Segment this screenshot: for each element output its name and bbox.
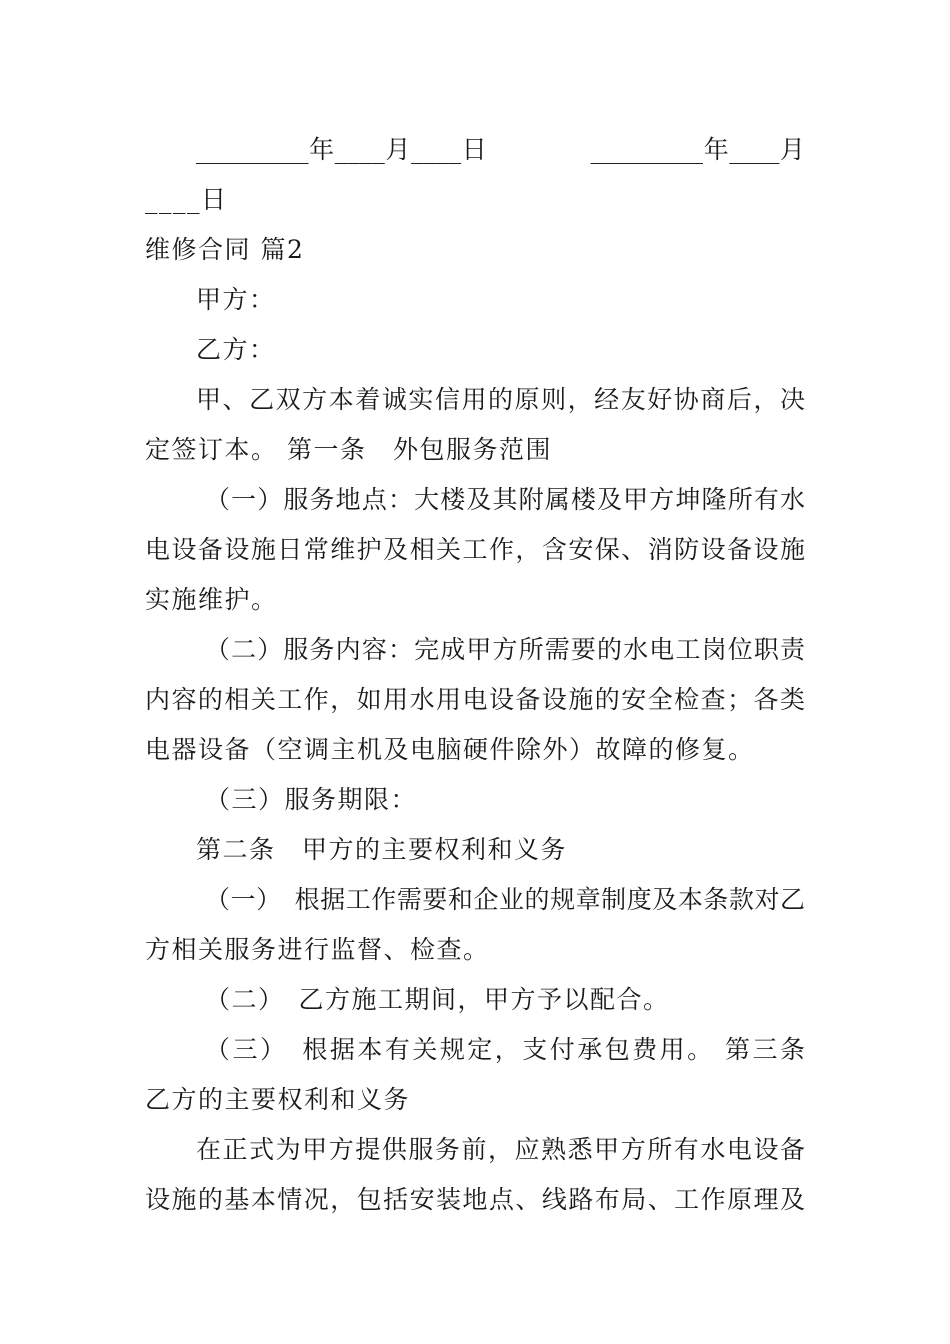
party-a-label: 甲方： xyxy=(196,285,276,314)
signature-date-line: _________年____月____日 _________年____月 xyxy=(196,135,805,164)
paragraph-line: （三）服务期限： xyxy=(205,785,418,814)
paragraph-line: （一） 根据工作需要和企业的规章制度及本条款对乙 xyxy=(205,885,805,914)
paragraph-line: 电器设备（空调主机及电脑硬件除外）故障的修复。 xyxy=(145,735,755,764)
paragraph-line: 内容的相关工作，如用水用电设备设施的安全检查；各类 xyxy=(145,685,805,714)
paragraph-line: 乙方的主要权利和义务 xyxy=(145,1085,411,1114)
paragraph-line: 电设备设施日常维护及相关工作，含安保、消防设备设施 xyxy=(145,535,805,564)
paragraph-line: 设施的基本情况，包括安装地点、线路布局、工作原理及 xyxy=(145,1185,805,1214)
paragraph-line: 方相关服务进行监督、检查。 xyxy=(145,935,490,964)
paragraph-line: 在正式为甲方提供服务前，应熟悉甲方所有水电设备 xyxy=(196,1135,805,1164)
paragraph-line: （三） 根据本有关规定，支付承包费用。 第三条 xyxy=(205,1035,805,1064)
paragraph-line: 定签订本。 第一条 外包服务范围 xyxy=(145,435,552,464)
paragraph-line: （一）服务地点：大楼及其附属楼及甲方坤隆所有水 xyxy=(205,485,805,514)
article-heading: 第二条 甲方的主要权利和义务 xyxy=(196,835,568,864)
paragraph-line: 实施维护。 xyxy=(145,585,278,614)
party-b-label: 乙方： xyxy=(196,335,276,364)
contract-title: 维修合同 篇2 xyxy=(145,235,305,264)
signature-date-line-continued: ____日 xyxy=(145,185,228,214)
paragraph-line: （二） 乙方施工期间，甲方予以配合。 xyxy=(205,985,670,1014)
paragraph-line: （二）服务内容：完成甲方所需要的水电工岗位职责 xyxy=(205,635,805,664)
paragraph-line: 甲、乙双方本着诚实信用的原则，经友好协商后，决 xyxy=(196,385,805,414)
